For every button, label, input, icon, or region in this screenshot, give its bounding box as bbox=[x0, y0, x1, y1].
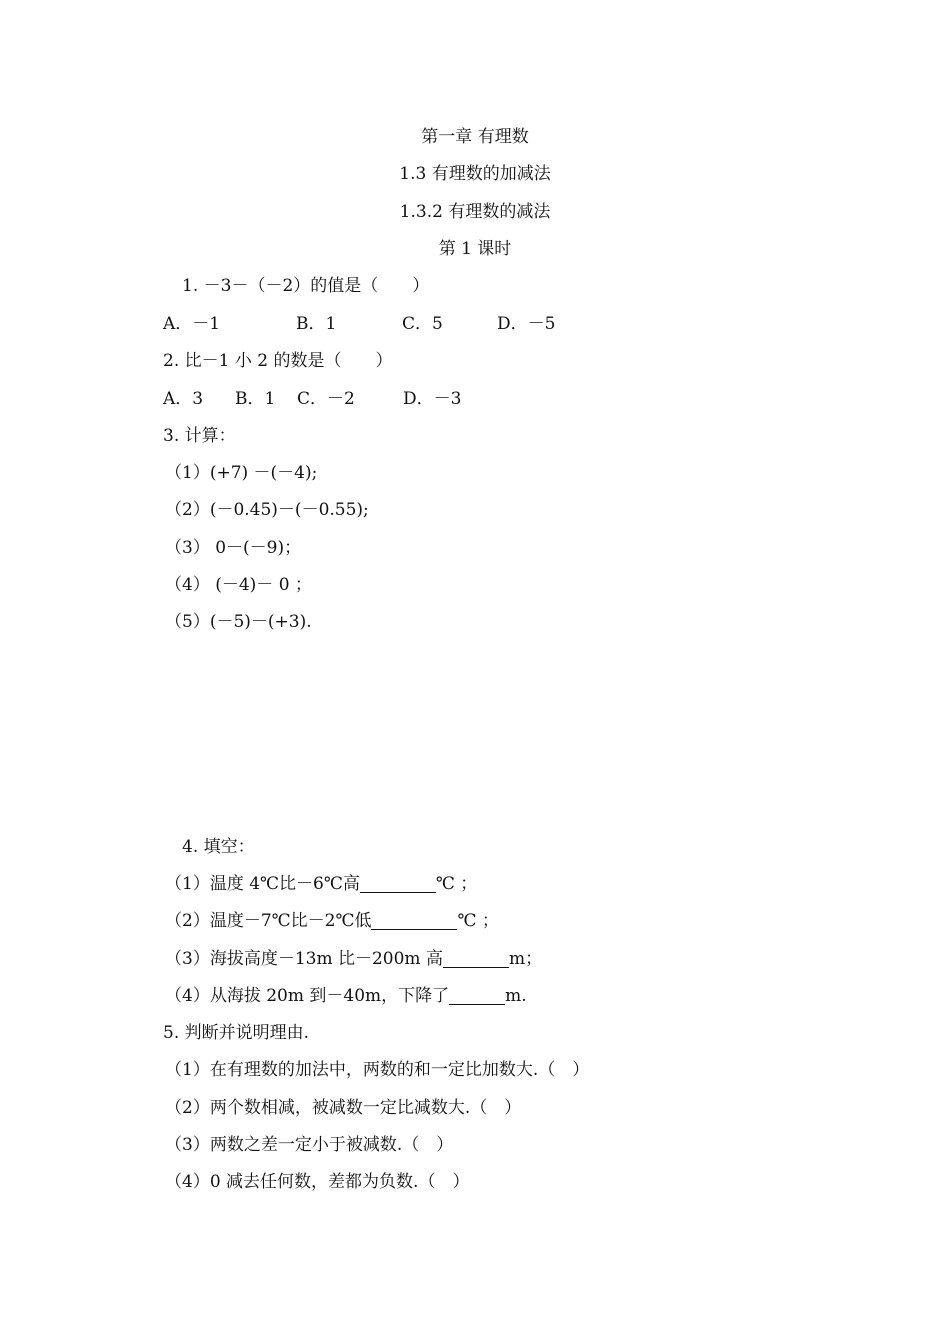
subsection-title: 1.3.2 有理数的减法 bbox=[399, 202, 551, 222]
q4-stem: 4. 填空： bbox=[182, 837, 255, 857]
q4-item-2-unit: ℃ ； bbox=[457, 911, 499, 931]
q4-item-4-text: （4）从海拔 20m 到－40m，下降了 bbox=[165, 986, 450, 1006]
q3-item-1: （1）(+7) －(－4); bbox=[165, 463, 318, 483]
q2-options bbox=[0, 384, 950, 414]
q1-option-c: C．5 bbox=[402, 314, 443, 334]
section-title: 1.3 有理数的加减法 bbox=[399, 164, 551, 184]
q4-item-4 bbox=[165, 981, 527, 1011]
q5-item-3: （3）两数之差一定小于被减数.（ ） bbox=[165, 1135, 454, 1155]
answer-blank[interactable] bbox=[371, 909, 457, 930]
q3-item-4: （4） (－4)－ 0 ； bbox=[165, 575, 312, 595]
q1-stem: 1. －3－（－2）的值是（ ） bbox=[182, 276, 430, 296]
q4-item-3 bbox=[165, 944, 542, 974]
q5-item-2: （2）两个数相减，被减数一定比减数大.（ ） bbox=[165, 1098, 522, 1118]
q4-item-2 bbox=[165, 906, 499, 936]
q2-option-a: A．3 bbox=[163, 389, 204, 409]
q1-option-b: B．1 bbox=[296, 314, 337, 334]
q4-item-4-unit: m. bbox=[505, 986, 527, 1006]
q5-item-1: （1）在有理数的加法中，两数的和一定比加数大.（ ） bbox=[165, 1060, 590, 1080]
q4-item-3-text: （3）海拔高度－13m 比－200m 高 bbox=[165, 949, 443, 969]
q2-option-c: C．－2 bbox=[297, 389, 355, 409]
q2-option-d: D．－3 bbox=[403, 389, 462, 409]
q3-item-5: （5）(－5)－(+3). bbox=[165, 612, 312, 632]
q1-option-a: A．－1 bbox=[163, 314, 221, 334]
answer-blank[interactable] bbox=[443, 947, 509, 968]
q4-item-3-unit: m； bbox=[508, 949, 543, 969]
answer-blank[interactable] bbox=[449, 984, 505, 1005]
lesson-title: 第 1 课时 bbox=[438, 239, 512, 259]
q3-item-2: （2）(－0.45)－(－0.55); bbox=[165, 500, 369, 520]
q4-item-1-unit: ℃ ； bbox=[435, 874, 478, 894]
q3-item-3: （3） 0－(－9)； bbox=[165, 538, 302, 558]
q3-stem: 3. 计算： bbox=[163, 426, 236, 446]
q1-options bbox=[0, 309, 950, 339]
q4-item-2-text: （2）温度－7℃比－2℃低 bbox=[165, 911, 372, 931]
q5-item-4: （4）0 减去任何数，差都为负数.（ ） bbox=[165, 1172, 470, 1192]
answer-blank[interactable] bbox=[360, 872, 436, 893]
q2-stem: 2. 比－1 小 2 的数是（ ） bbox=[163, 351, 393, 371]
q1-option-d: D．－5 bbox=[497, 314, 556, 334]
q5-stem: 5. 判断并说明理由. bbox=[163, 1023, 310, 1043]
q4-item-1 bbox=[165, 869, 477, 899]
chapter-title: 第一章 有理数 bbox=[421, 127, 529, 147]
q2-option-b: B．1 bbox=[235, 389, 276, 409]
q4-item-1-text: （1）温度 4℃比－6℃高 bbox=[165, 874, 360, 894]
